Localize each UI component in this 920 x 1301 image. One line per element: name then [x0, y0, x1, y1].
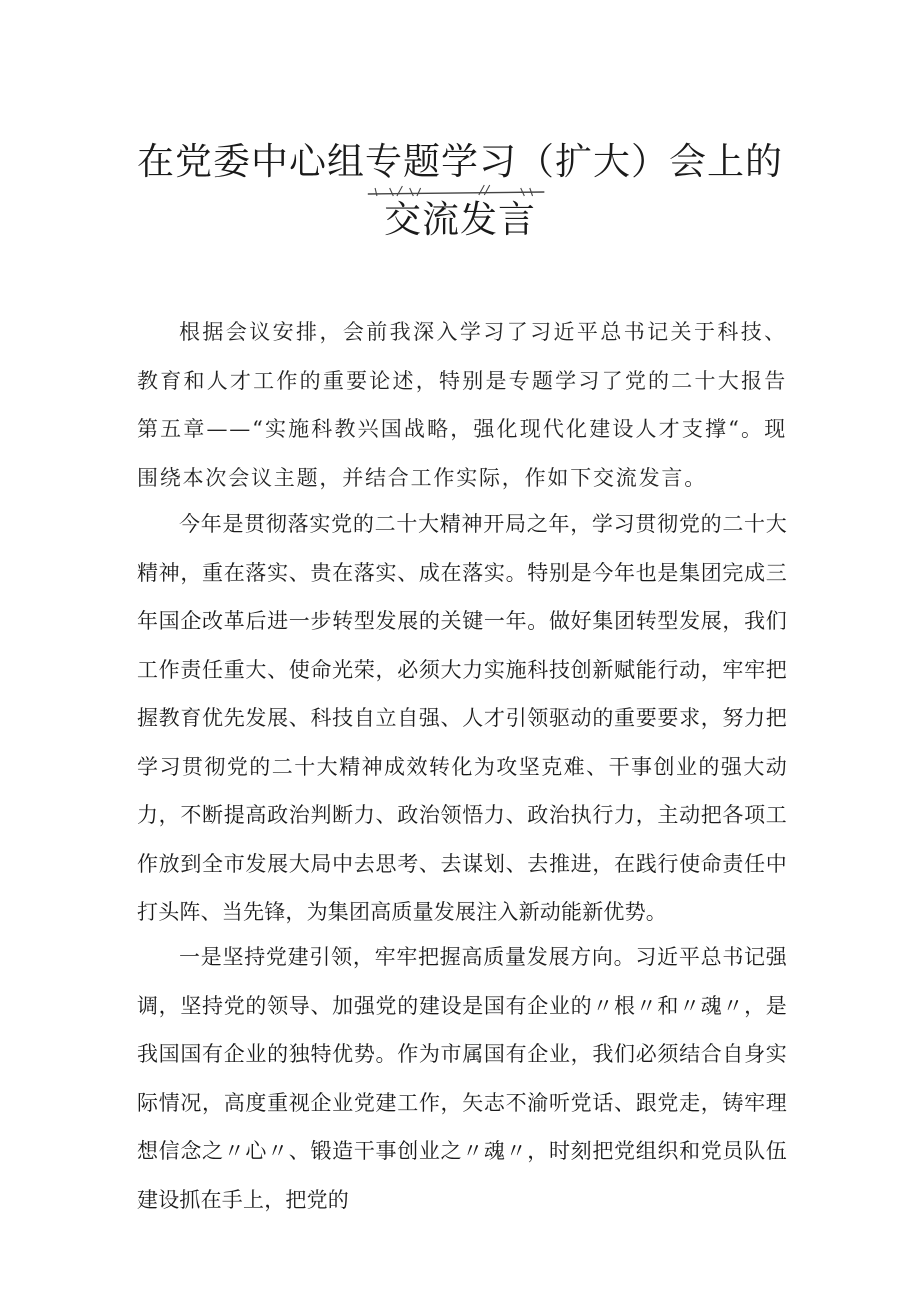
document-title-line-2-text: 交流发言	[384, 198, 536, 241]
document-title-line-1: 在党委中心组专题学习（扩大）会上的	[137, 140, 783, 183]
document-title-line-2	[384, 189, 536, 243]
paragraph-intro: 根据会议安排，会前我深入学习了习近平总书记关于科技、教育和人才工作的重要论述，特别是专题学习了党的二十大报告第五章——“实施科教兴国战略，强化现代化建设人才支撑“。现围绕本次会议主题，并结合工作实际，作如下交流发言。	[137, 320, 787, 490]
document-title-line-2-wrap	[0, 189, 920, 243]
paragraph-point-one: 一是坚持党建引领，牢牢把握高质量发展方向。习近平总书记强调，坚持党的领导、加强党的建设是国有企业的〃根〃和〃魂〃，是我国国有企业的独特优势。作为市属国有企业，我们必须结合自身实际情况，高度重视企业党建工作，矢志不渝听党话、跟党走，铸牢理想信念之〃心〃、锻造干事创业之〃魂〃，时刻把党组织和党员队伍建设抓在手上，把党的	[137, 945, 787, 1212]
paragraph-main: 今年是贯彻落实党的二十大精神开局之年，学习贯彻党的二十大精神，重在落实、贵在落实、成在落实。特别是今年也是集团完成三年国企改革后进一步转型发展的关键一年。做好集团转型发展，我们工作责任重大、使命光荣，必须大力实施科技创新赋能行动，牢牢把握教育优先发展、科技自立自强、人才引领驱动的重要要求，努力把学习贯彻党的二十大精神成效转化为攻坚克难、干事创业的强大动力，不断提高政治判断力、政治领悟力、政治执行力，主动把各项工作放到全市发展大局中去思考、去谋划、去推进，在践行使命责任中打头阵、当先锋，为集团高质量发展注入新动能新优势。	[137, 512, 787, 924]
